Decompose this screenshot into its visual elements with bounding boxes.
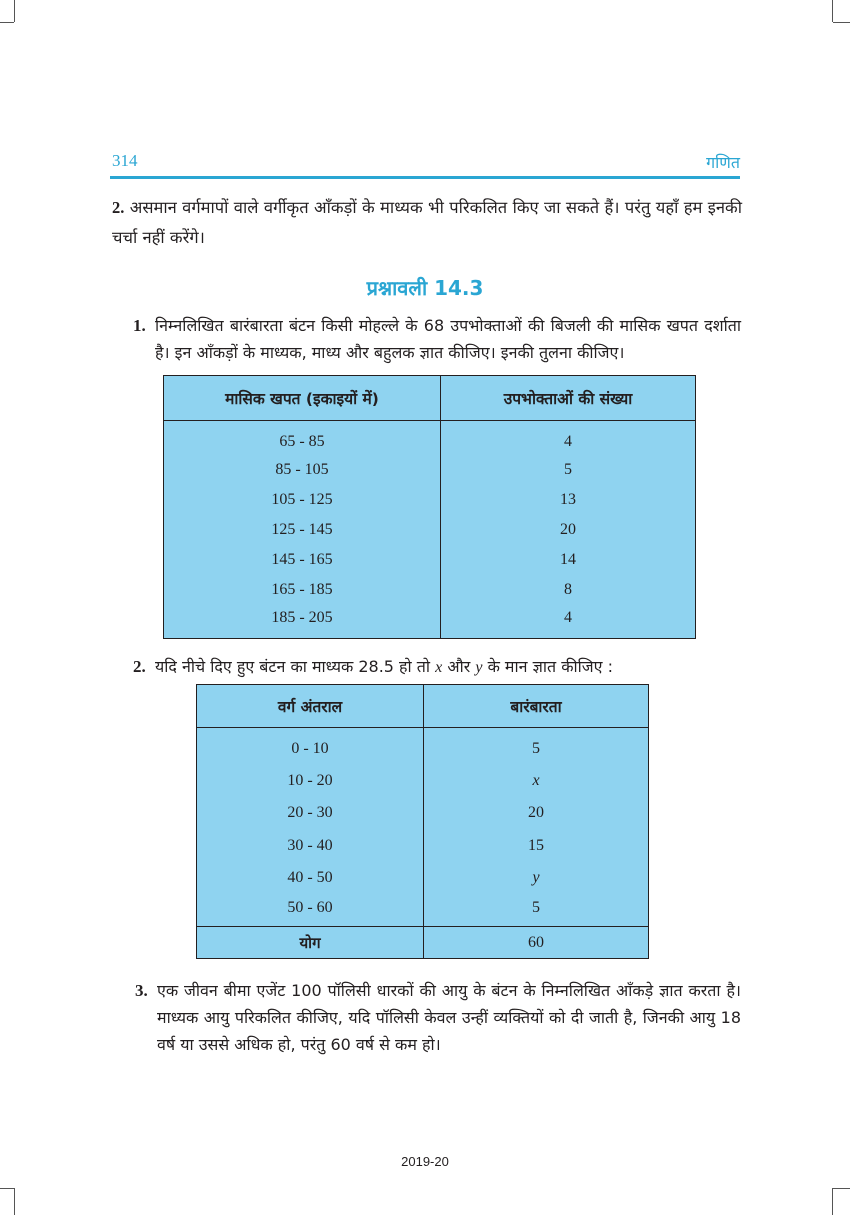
table-header: मासिक खपत (इकाइयों में)	[164, 376, 441, 421]
table-row: 40 - 50 y	[197, 862, 649, 894]
crop-mark	[14, 1188, 15, 1215]
variable-x: x	[435, 659, 443, 676]
table-header: उपभोक्ताओं की संख्या	[441, 376, 696, 421]
table-row: 145 - 165 14	[164, 545, 696, 575]
question-text: एक जीवन बीमा एजेंट 100 पॉलिसी धारकों की आयु के बंटन के निम्नलिखित आँकड़े ज्ञात करता है। माध्यक आयु परिकलित कीजिए, यदि पॉलिसी केवल उन्हीं व्यक्तियों को दी जाती है, जिनकी आयु 18 वर्ष या उससे अधिक हो, परंतु 60 वर्ष से कम हो।	[157, 981, 741, 1054]
question-number: 2.	[133, 657, 146, 676]
running-head: गणित	[706, 153, 740, 172]
crop-mark	[833, 1188, 850, 1189]
question-1	[133, 312, 741, 366]
crop-mark	[832, 1188, 833, 1215]
total-label: योग	[197, 927, 424, 959]
crop-mark	[14, 0, 15, 22]
table-row: 0 - 10 5	[197, 728, 649, 765]
table-row: 50 - 60 5	[197, 894, 649, 927]
question-text: निम्नलिखित बारंबारता बंटन किसी मोहल्ले के 68 उपभोक्ताओं की बिजली की मासिक खपत दर्शाता है। इन आँकड़ों के माध्यक, माध्य और बहुलक ज्ञात कीजिए। इनकी तुलना कीजिए।	[155, 316, 741, 362]
total-row	[197, 927, 649, 959]
consumption-table	[163, 375, 696, 639]
crop-mark	[833, 22, 850, 23]
question-number: 3.	[135, 981, 148, 1000]
table-header: वर्ग अंतराल	[197, 685, 424, 728]
table-header: बारंबारता	[424, 685, 649, 728]
note-text: असमान वर्गमापों वाले वर्गीकृत आँकड़ों के माध्यक भी परिकलित किए जा सकते हैं। परंतु यहाँ हम इनकी चर्चा नहीं करेंगे।	[112, 198, 742, 247]
question-2	[133, 653, 741, 681]
crop-mark	[0, 22, 14, 23]
footer-year: 2019-20	[401, 1154, 449, 1169]
header-rule	[110, 176, 740, 179]
exercise-title: प्रश्नावली 14.3	[366, 276, 484, 300]
question-number: 1.	[133, 316, 146, 335]
table-row: 85 - 105 5	[164, 455, 696, 485]
note-paragraph	[112, 193, 742, 253]
table-row: 165 - 185 8	[164, 575, 696, 605]
crop-mark	[0, 1188, 14, 1189]
table-row: 185 - 205 4	[164, 605, 696, 639]
question-text: के मान ज्ञात कीजिए :	[487, 657, 613, 676]
question-text: यदि नीचे दिए हुए बंटन का माध्यक 28.5 हो तो	[155, 657, 431, 676]
class-interval-table	[196, 684, 649, 959]
question-text: और	[447, 657, 471, 676]
table-row: 65 - 85 4	[164, 421, 696, 455]
page-number: 314	[112, 151, 138, 170]
total-value: 60	[424, 927, 649, 959]
table-row: 20 - 30 20	[197, 797, 649, 830]
table-row: 125 - 145 20	[164, 515, 696, 545]
table-row: 10 - 20 x	[197, 765, 649, 797]
variable-y: y	[475, 659, 483, 676]
table-row: 30 - 40 15	[197, 830, 649, 862]
question-3	[135, 977, 741, 1058]
table-row: 105 - 125 13	[164, 485, 696, 515]
note-number: 2.	[112, 198, 125, 217]
crop-mark	[832, 0, 833, 22]
